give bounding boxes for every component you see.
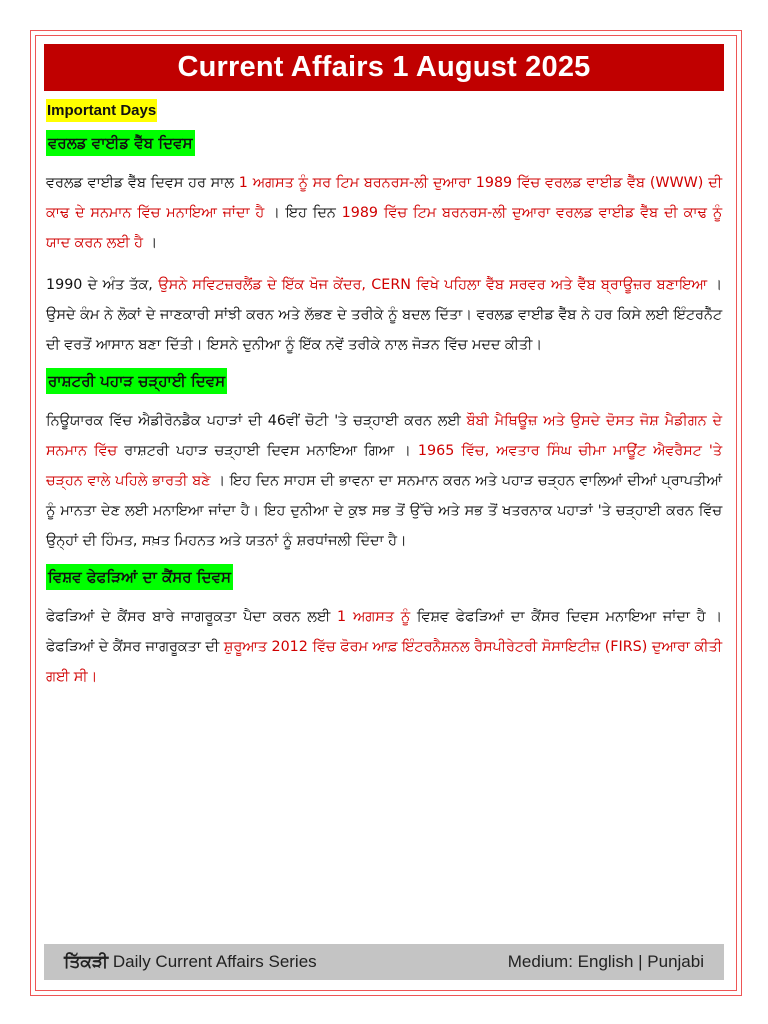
highlighted-text: 1 ਅਗਸਤ ਨੂੰ ਸਰ ਟਿਮ ਬਰਨਰਸ-ਲੀ ਦੁਆਰਾ 1989 ਵਿੱਚ ਵਰਲਡ ਵਾਈਡ ਵੈੱਬ (WWW) ਦੀ ਕਾਢ ਦੇ ਸਨਮਾਨ ਵਿੱਚ ਮਨਾਇਆ ਜਾਂਦਾ ਹੈ <box>46 175 722 221</box>
highlighted-text: ਉਸਨੇ ਸਵਿਟਜ਼ਰਲੈਂਡ ਦੇ ਇੱਕ ਖੋਜ ਕੇਂਦਰ, CERN ਵਿਖੇ ਪਹਿਲਾ ਵੈੱਬ ਸਰਵਰ ਅਤੇ ਵੈੱਬ ਬ੍ਰਾਊਜ਼ਰ ਬਣਾਇਆ <box>158 277 707 293</box>
article-content <box>46 97 722 692</box>
footer-series <box>64 952 317 972</box>
body-text: ਨਿਊਯਾਰਕ ਵਿੱਚ ਐਡੀਰੋਨਡੈਕ ਪਹਾੜਾਂ ਦੀ 46ਵੀਂ ਚੋਟੀ 'ਤੇ ਚੜ੍ਹਾਈ ਕਰਨ ਲਈ <box>46 413 467 429</box>
body-text: ਵਿਸ਼ਵ ਫੇਫੜਿਆਂ ਦਾ ਕੈਂਸਰ ਦਿਵਸ ਮਨਾਇਆ ਜਾਂਦਾ ਹੈ । ਫੇਫੜਿਆਂ ਦੇ ਕੈਂਸਰ ਜਾਗਰੂਕਤਾ ਦੀ <box>46 609 722 655</box>
section-heading: ਵਿਸ਼ਵ ਫੇਫੜਿਆਂ ਦਾ ਕੈਂਸਰ ਦਿਵਸ <box>46 564 233 590</box>
section-paragraph <box>46 168 722 258</box>
highlighted-text: ਸ਼ੁਰੂਆਤ 2012 ਵਿੱਚ ਫੋਰਮ ਆਫ਼ ਇੰਟਰਨੈਸ਼ਨਲ ਰੈਸਪੀਰੇਟਰੀ ਸੋਸਾਇਟੀਜ਼ (FIRS) ਦੁਆਰਾ ਕੀਤੀ ਗਈ ਸੀ। <box>46 639 723 685</box>
section-paragraph <box>46 406 722 556</box>
section-heading: ਰਾਸ਼ਟਰੀ ਪਹਾੜ ਚੜ੍ਹਾਈ ਦਿਵਸ <box>46 368 227 394</box>
highlighted-text: 1965 ਵਿੱਚ, ਅਵਤਾਰ ਸਿੰਘ ਚੀਮਾ ਮਾਊਂਟ ਐਵਰੈਸਟ 'ਤੇ ਚੜ੍ਹਨ ਵਾਲੇ ਪਹਿਲੇ ਭਾਰਤੀ ਬਣੇ <box>46 443 723 489</box>
highlighted-text: 1 ਅਗਸਤ ਨੂੰ <box>337 609 411 625</box>
section-heading: ਵਰਲਡ ਵਾਈਡ ਵੈੱਬ ਦਿਵਸ <box>46 130 195 156</box>
section-paragraph <box>46 602 722 692</box>
body-text: ਫੇਫੜਿਆਂ ਦੇ ਕੈਂਸਰ ਬਾਰੇ ਜਾਗਰੂਕਤਾ ਪੈਦਾ ਕਰਨ ਲਈ <box>46 609 338 625</box>
body-text: । ਇਹ ਦਿਨ ਸਾਹਸ ਦੀ ਭਾਵਨਾ ਦਾ ਸਨਮਾਨ ਕਰਨ ਅਤੇ ਪਹਾੜ ਚੜ੍ਹਨ ਵਾਲਿਆਂ ਦੀਆਂ ਪ੍ਰਾਪਤੀਆਂ ਨੂੰ ਮਾਨਤਾ ਦੇਣ ਲਈ ਮਨਾਇਆ ਜਾਂਦਾ ਹੈ। ਇਹ ਦੁਨੀਆ ਦੇ ਕੁਝ ਸਭ ਤੋਂ ਉੱਚੇ ਅਤੇ ਸਭ ਤੋਂ ਖਤਰਨਾਕ ਪਹਾੜਾਂ 'ਤੇ ਚੜ੍ਹਾਈ ਕਰਨ ਵਿੱਚ ਉਨ੍ਹਾਂ ਦੀ ਹਿੰਮਤ, ਸਖ਼ਤ ਮਿਹਨਤ ਅਤੇ ਯਤਨਾਂ ਨੂੰ ਸ਼ਰਧਾਂਜਲੀ ਦਿੰਦਾ ਹੈ। <box>46 473 723 549</box>
page-title: Current Affairs 1 August 2025 <box>44 44 724 91</box>
section-paragraph <box>46 270 722 360</box>
footer-medium: Medium: English | Punjabi <box>507 952 704 971</box>
page-footer <box>44 944 724 980</box>
body-text: । ਇਹ ਦਿਨ <box>264 205 342 221</box>
body-text: ਵਰਲਡ ਵਾਈਡ ਵੈੱਬ ਦਿਵਸ ਹਰ ਸਾਲ <box>46 175 239 191</box>
footer-series-text: Daily Current Affairs Series <box>112 952 317 971</box>
body-text: । <box>142 235 158 251</box>
highlighted-text: ਬੌਬੀ ਮੈਥਿਊਜ਼ ਅਤੇ ਉਸਦੇ ਦੋਸਤ ਜੋਸ਼ ਮੈਡੀਗਨ ਦੇ ਸਨਮਾਨ ਵਿੱਚ <box>46 413 722 459</box>
highlighted-text: 1989 ਵਿੱਚ ਟਿਮ ਬਰਨਰਸ-ਲੀ ਦੁਆਰਾ ਵਰਲਡ ਵਾਈਡ ਵੈੱਬ ਦੀ ਕਾਢ ਨੂੰ ਯਾਦ ਕਰਨ ਲਈ ਹੈ <box>46 205 722 251</box>
footer-brand: ਤਿੱਕੜੀ <box>64 952 109 971</box>
category-label: Important Days <box>46 99 157 122</box>
body-text: 1990 ਦੇ ਅੰਤ ਤੱਕ, <box>46 277 159 293</box>
body-text: । ਉਸਦੇ ਕੰਮ ਨੇ ਲੋਕਾਂ ਦੇ ਜਾਣਕਾਰੀ ਸਾਂਝੀ ਕਰਨ ਅਤੇ ਲੱਭਣ ਦੇ ਤਰੀਕੇ ਨੂੰ ਬਦਲ ਦਿੱਤਾ। ਵਰਲਡ ਵਾਈਡ ਵੈੱਬ ਨੇ ਹਰ ਕਿਸੇ ਲਈ ਇੰਟਰਨੈੱਟ ਦੀ ਵਰਤੋਂ ਆਸਾਨ ਬਣਾ ਦਿੱਤੀ। ਇਸਨੇ ਦੁਨੀਆ ਨੂੰ ਇੱਕ ਨਵੇਂ ਤਰੀਕੇ ਨਾਲ ਜੋੜਨ ਵਿੱਚ ਮਦਦ ਕੀਤੀ। <box>46 277 722 353</box>
body-text: ਰਾਸ਼ਟਰੀ ਪਹਾੜ ਚੜ੍ਹਾਈ ਦਿਵਸ ਮਨਾਇਆ ਗਿਆ । <box>117 443 418 459</box>
